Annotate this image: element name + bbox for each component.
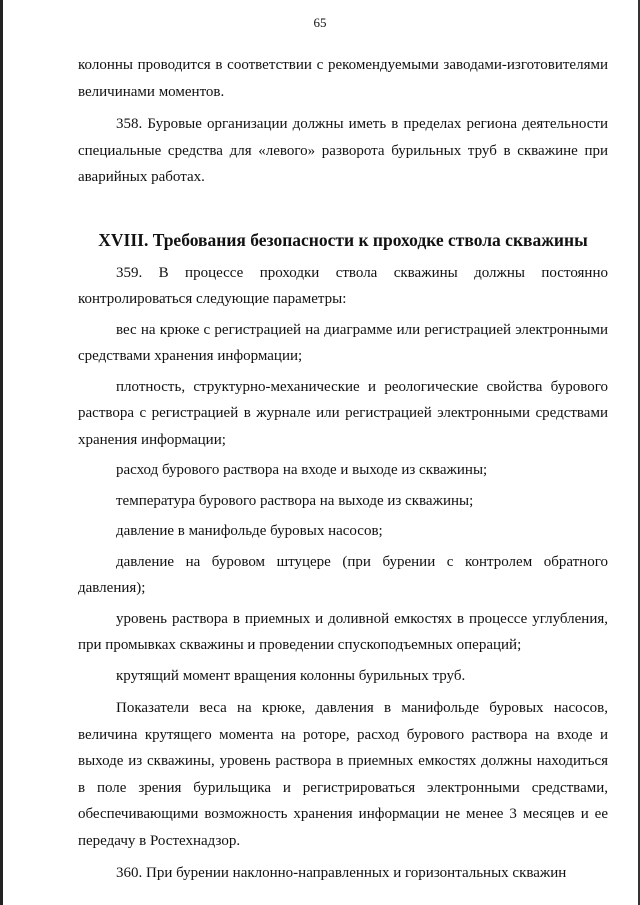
paragraph-358: 358. Буровые организации должны иметь в пределах региона деятельности специальные средства для «левого» разворота бурильных труб в скважине при аварийных работах. (78, 116, 608, 185)
list-item: плотность, структурно-механические и реологические свойства бурового раствора с регистрацией в журнале или регистрацией электронными средствами хранения информации; (78, 378, 608, 448)
page-number: 65 (313, 15, 327, 30)
paragraph-359-closing: Показатели веса на крюке, давления в манифольде буровых насосов, величина крутящего момента на роторе, расход бурового раствора на входе и выходе из скважины, уровень раствора в приемных емкостях должны находиться в поле зрения бурильщика и регистрироваться электронными средствами, обеспечивающими возможность хранения информации не менее 3 месяцев и ее передачу в Ростехнадзор. (78, 700, 608, 849)
scan-left-edge (0, 0, 3, 905)
paragraph-360: 360. При бурении наклонно-направленных и горизонтальных скважин (116, 865, 567, 881)
list-item: давление на буровом штуцере (при бурении с контролем обратного давления); (78, 553, 608, 596)
list-item: уровень раствора в приемных и доливной емкостях в процессе углубления, при промывках скважины и проведении спускоподъемных операций; (78, 610, 608, 653)
paragraph-359-intro: 359. В процессе проходки ствола скважины должны постоянно контролироваться следующие параметры: (78, 264, 608, 307)
list-item: расход бурового раствора на входе и выходе из скважины; (116, 462, 488, 478)
list-item: крутящий момент вращения колонны бурильных труб. (116, 667, 466, 684)
list-item: давление в манифольде буровых насосов; (116, 523, 383, 539)
section-heading: XVIII. Требования безопасности к проходке ствола скважины (98, 229, 588, 250)
page-body (78, 52, 608, 887)
list-item: температура бурового раствора на выходе из скважины; (116, 492, 474, 509)
paragraph-continuation: колонны проводится в соответствии с рекомендуемыми заводами-изготовителями величинами моментов. (78, 57, 608, 100)
list-item: вес на крюке с регистрацией на диаграмме или регистрацией электронными средствами хранения информации; (78, 321, 608, 364)
